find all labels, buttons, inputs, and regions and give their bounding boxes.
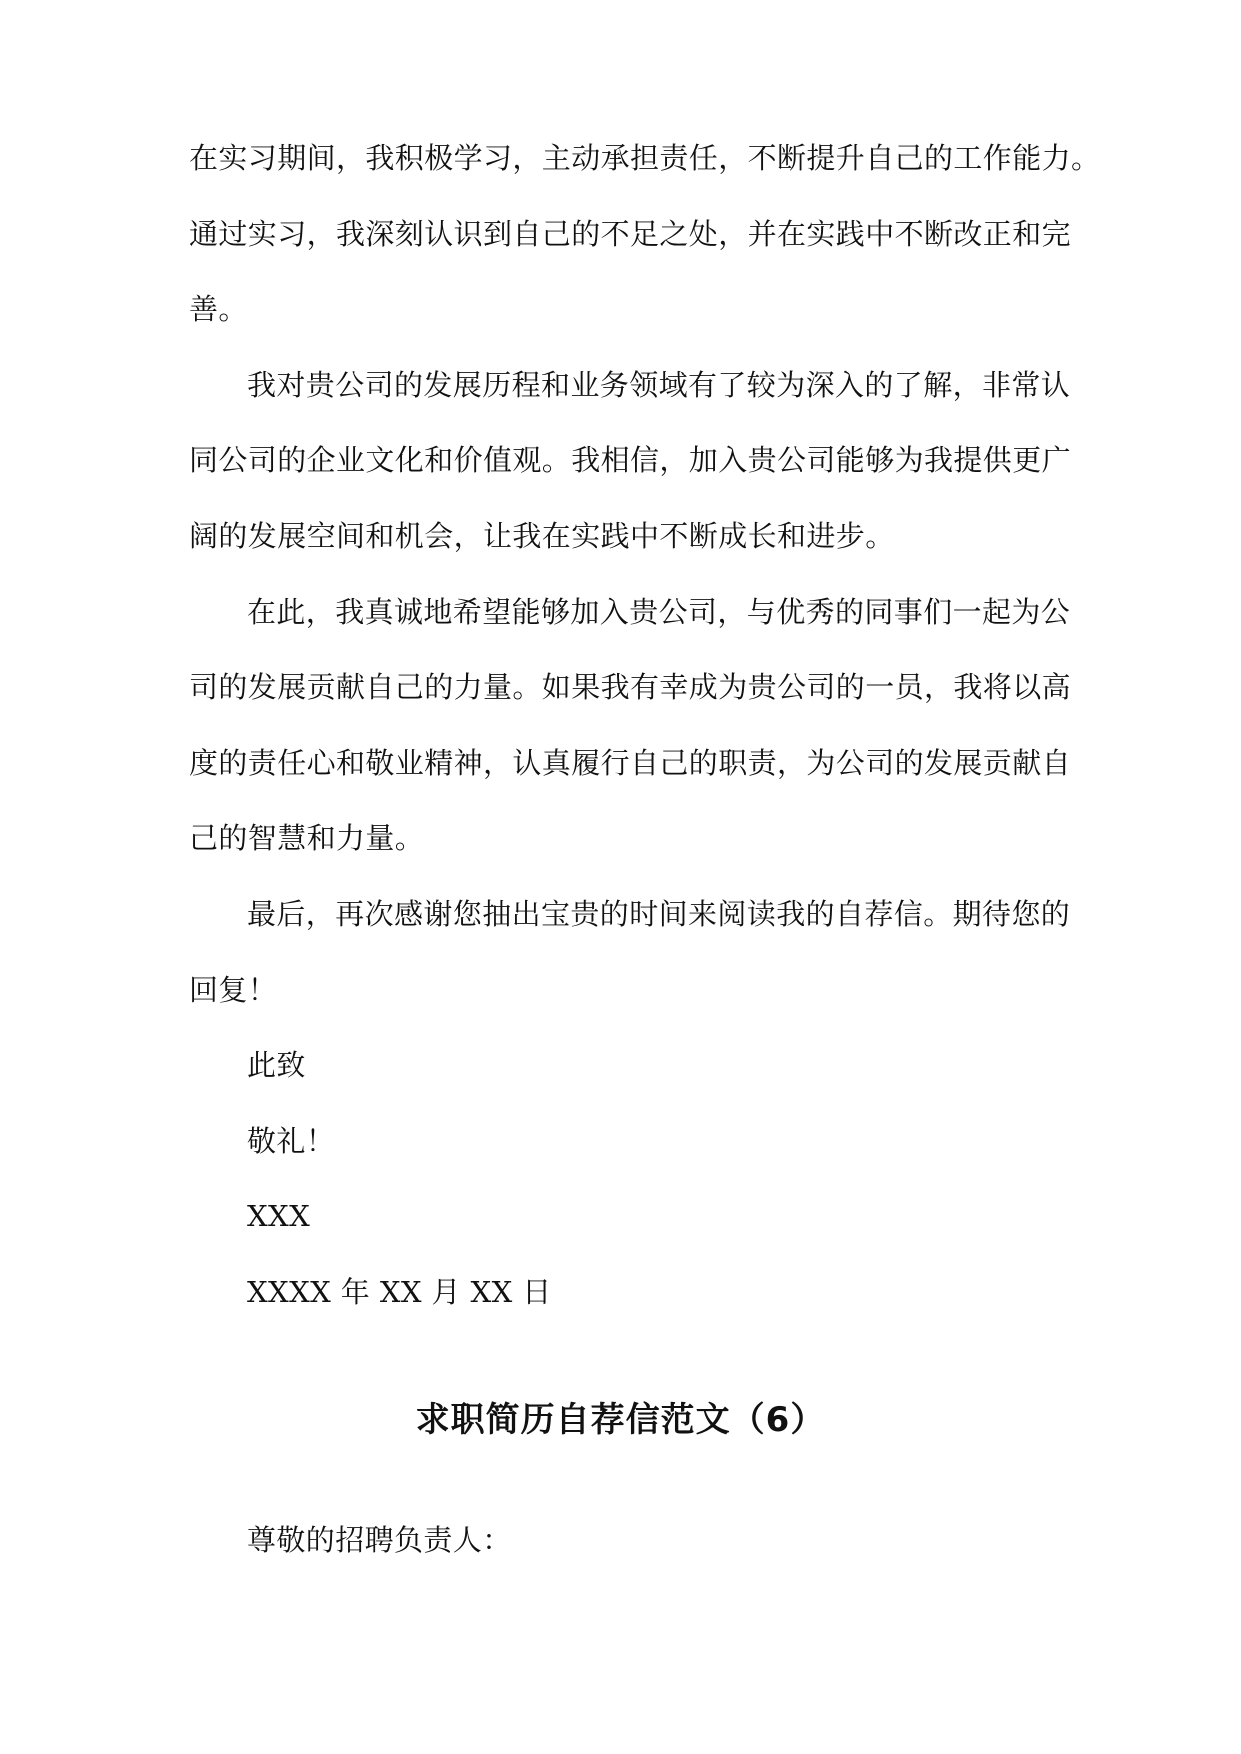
paragraph-line: 通过实习，我深刻认识到自己的不足之处，并在实践中不断改正和完 — [189, 216, 1072, 251]
closing-regards: 敬礼！ — [247, 1123, 336, 1158]
paragraph-line: 同公司的企业文化和价值观。我相信，加入贵公司能够为我提供更广 — [189, 443, 1072, 478]
paragraph-line: 度的责任心和敬业精神，认真履行自己的职责，为公司的发展贡献自 — [189, 745, 1072, 780]
paragraph-line: 最后，再次感谢您抽出宝贵的时间来阅读我的自荐信。期待您的 — [247, 896, 1071, 931]
paragraph-line: 在此，我真诚地希望能够加入贵公司，与优秀的同事们一起为公 — [247, 594, 1071, 629]
closing-salutation: 此致 — [247, 1048, 306, 1083]
section-heading: 求职简历自荐信范文（6） — [415, 1400, 826, 1440]
paragraph-line: 己的智慧和力量。 — [189, 821, 425, 856]
signature-date: XXXX 年 XX 月 XX 日 — [247, 1274, 552, 1309]
signature-name: XXX — [247, 1199, 311, 1234]
paragraph-line: 回复！ — [189, 972, 278, 1007]
paragraph-line: 在实习期间，我积极学习，主动承担责任，不断提升自己的工作能力。 — [189, 141, 1101, 175]
paragraph-line: 阔的发展空间和机会，让我在实践中不断成长和进步。 — [189, 518, 895, 553]
letter-body — [189, 138, 1101, 1348]
paragraph-line: 司的发展贡献自己的力量。如果我有幸成为贵公司的一员，我将以高 — [189, 670, 1072, 705]
paragraph-line: 善。 — [189, 292, 248, 327]
letter-greeting: 尊敬的招聘负责人： — [247, 1523, 512, 1557]
paragraph-line: 我对贵公司的发展历程和业务领域有了较为深入的了解，非常认 — [247, 367, 1071, 402]
